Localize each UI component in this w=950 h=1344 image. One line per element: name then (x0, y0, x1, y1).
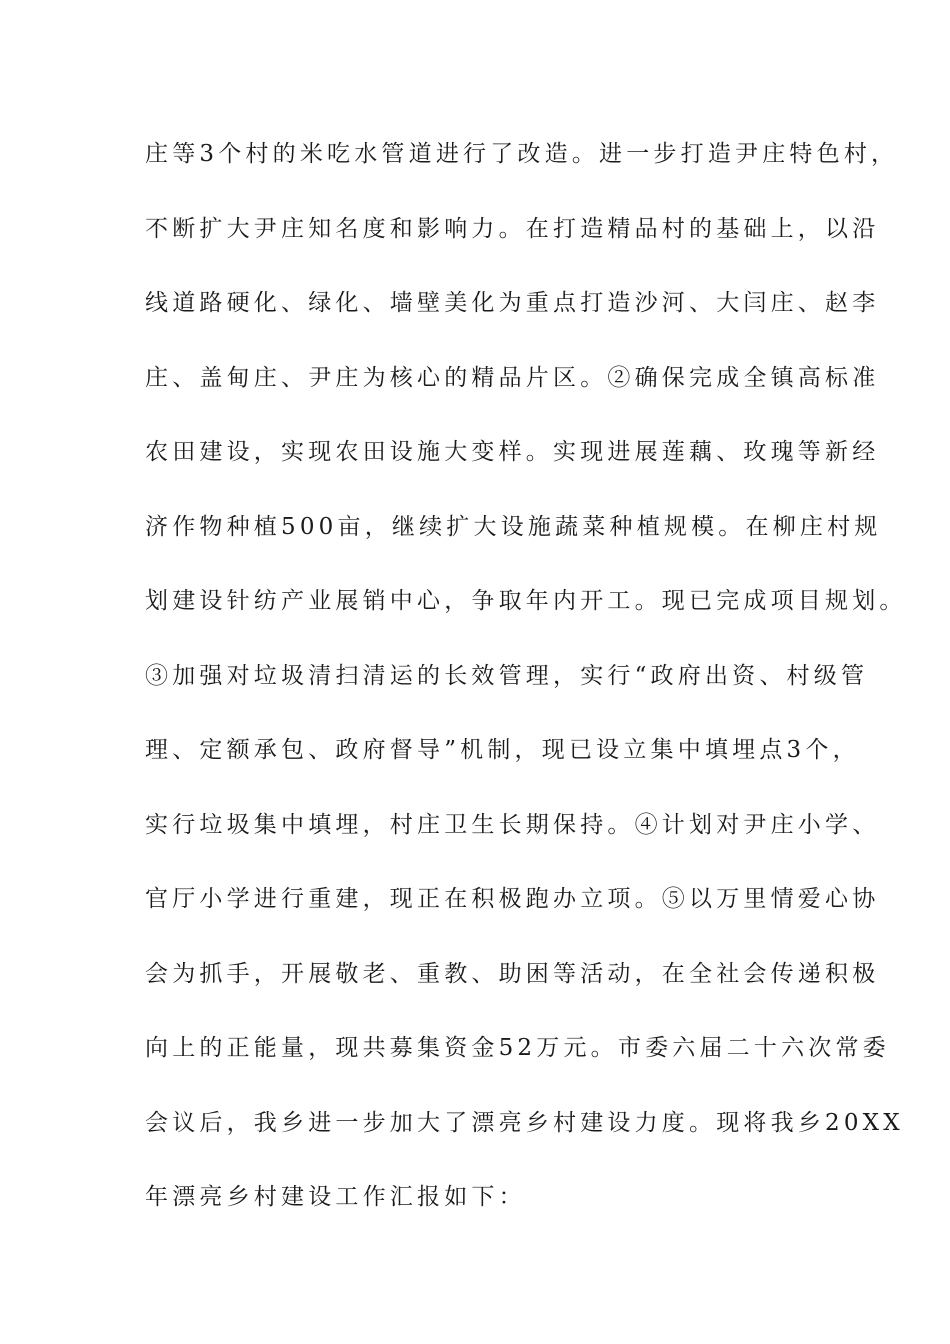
body-text (145, 128, 907, 1246)
text-line-14: 会议后，我乡进一步加大了漂亮乡村建设力度。现将我乡20XX (145, 1109, 904, 1136)
text-line-2: 不断扩大尹庄知名度和影响力。在打造精品村的基础上，以沿 (145, 215, 880, 242)
text-line-8: ③加强对垃圾清扫清运的长效管理，实行“政府出资、村级管 (145, 662, 869, 689)
text-line-3: 线道路硬化、绿化、墙壁美化为重点打造沙河、大闫庄、赵李 (145, 290, 880, 316)
text-line-10: 实行垃圾集中填埋，村庄卫生长期保持。④计划对尹庄小学、 (145, 811, 880, 838)
text-line-12: 会为抓手，开展敬老、重教、助困等活动，在全社会传递积极 (145, 960, 880, 987)
text-line-13: 向上的正能量，现共募集资金52万元。市委六届二十六次常委 (145, 1035, 890, 1061)
text-line-9: 理、定额承包、政府督导”机制，现已设立集中填埋点3个， (145, 737, 860, 763)
text-line-15: 年漂亮乡村建设工作汇报如下： (145, 1184, 526, 1210)
text-line-7: 划建设针纺产业展销中心，争取年内开工。现已完成项目规划。 (145, 588, 907, 614)
text-line-5: 农田建设，实现农田设施大变样。实现进展莲藕、玫瑰等新经 (145, 439, 880, 465)
text-line-1: 庄等3个村的米吃水管道进行了改造。进一步打造尹庄特色村， (145, 141, 899, 167)
text-line-6: 济作物种植500亩，继续扩大设施蔬菜种植规模。在柳庄村规 (145, 513, 882, 540)
text-line-11: 官厅小学进行重建，现正在积极跑办立项。⑤以万里情爱心协 (145, 886, 880, 912)
text-line-4: 庄、盖甸庄、尹庄为核心的精品片区。②确保完成全镇高标准 (145, 364, 880, 391)
